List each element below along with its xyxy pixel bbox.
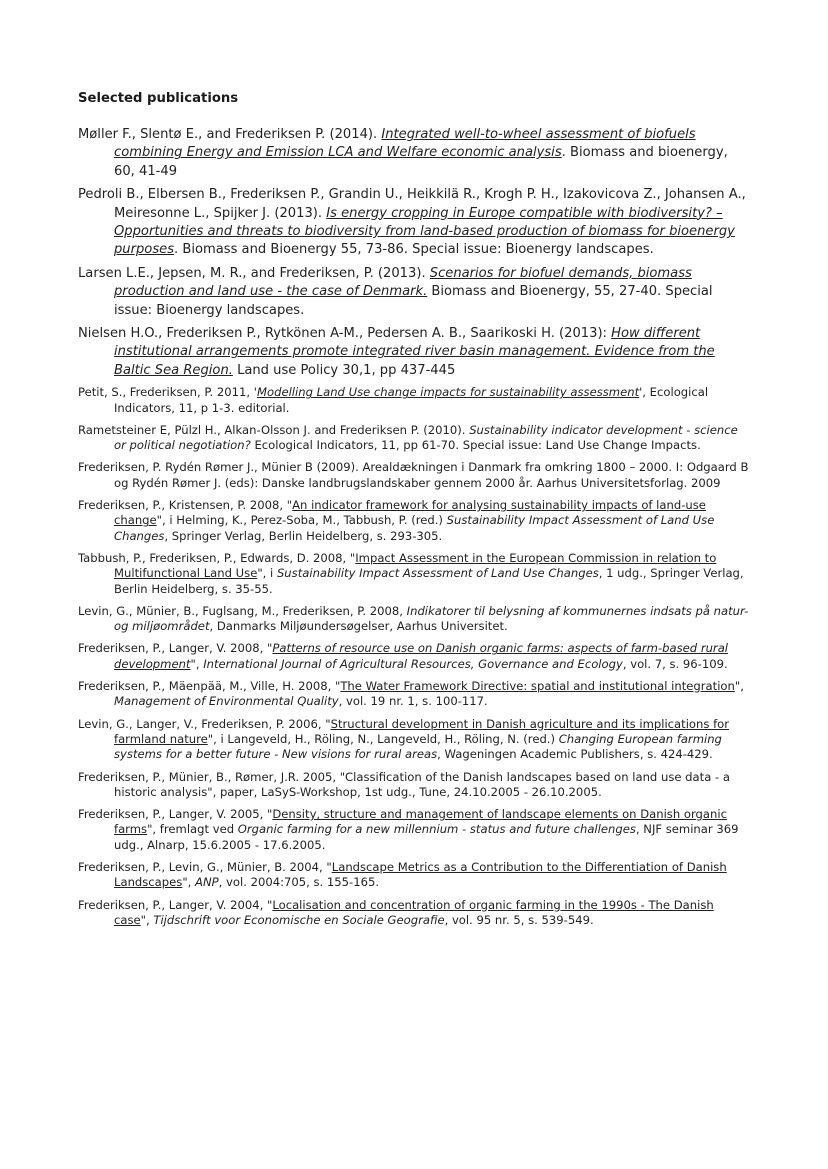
publication-text: Larsen L.E., Jepsen, M. R., and Frederiksen, P. (2013). [78,265,430,281]
publication-title-link[interactable]: Localisation and concentration of organic farming in the 1990s - The Danish case [114,897,714,927]
publication-text: , vol. 95 nr. 5, s. 539-549. [444,912,594,927]
publication-title-link[interactable]: Impact Assessment in the European Commission in relation to Multifunctional Land Use [114,550,717,581]
publication-italic-text: Sustainability indicator development - science or political negotiation? [114,422,738,453]
publication-text: Rametsteiner E, Pülzl H., Alkan-Olsson J. and Frederiksen P. (2010). [78,422,470,437]
publication-entry [78,807,750,853]
publication-entry [78,265,750,320]
publication-italic-text: International Journal of Agricultural Resources, Governance and Ecology [203,656,623,671]
publication-text: , Springer Verlag, Berlin Heidelberg, s. 293-305. [164,528,443,543]
publication-text: , vol. 7, s. 96-109. [622,656,728,671]
publication-text: Pedroli B., Elbersen B., Frederiksen P., Grandin U., Heikkilä R., Krogh P. H., Izakovicova Z., Johansen A., Meiresonne L., Spijker J. (2013). [78,187,746,221]
publication-text: . Biomass and Bioenergy 55, 73-86. Special issue: Bioenergy landscapes. [174,242,654,258]
publication-text: Levin, G., Münier, B., Fuglsang, M., Frederiksen, P. 2008, [78,603,407,618]
publication-text: ", fremlagt ved [147,822,238,837]
publication-text: , 1 udg., Springer Verlag, Berlin Heidelberg, s. 35-55. [114,566,744,596]
publication-entry [78,898,750,929]
publication-italic-text: Sustainability Impact Assessment of Land Use Changes [114,513,715,543]
publication-title-link[interactable]: An indicator framework for analysing sustainability impacts of land-use change [114,498,706,528]
publication-text: ", [140,912,154,927]
publication-italic-text: Organic farming for a new millennium - status and future challenges [237,822,636,837]
publication-text: Frederiksen, P., Mäenpää, M., Ville, H. 2008, " [78,679,341,694]
publication-title-link[interactable]: Density, structure and management of landscape elements on Danish organic farms [114,807,727,837]
publication-text: Frederiksen, P., Langer, V. 2008, " [78,641,273,656]
publication-title-link[interactable]: Scenarios for biofuel demands, biomass production and land use - the case of Denmark. [114,265,692,300]
publication-title-link[interactable]: Modelling Land Use change impacts for sustainability assessment [256,385,640,400]
publication-entry [78,498,750,544]
publication-entry [78,860,750,891]
publication-italic-text: Tijdschrift voor Economische en Sociale Geografie [153,912,445,927]
publication-title-link[interactable]: How different institutional arrangements promote integrated river basin management. Evidence from the Baltic Sea Region. [114,326,715,378]
publication-text: ", [190,656,204,671]
publication-entry [78,551,750,597]
publication-text: , Wageningen Academic Publishers, s. 424-429. [437,747,713,762]
publication-text: Frederiksen, P., Levin, G., Münier, B. 2004, " [78,860,332,874]
publication-title-link[interactable]: Structural development in Danish agriculture and its implications for farmland nature [114,716,730,746]
publication-italic-text: Sustainability Impact Assessment of Land Use Changes [276,566,599,581]
publication-italic-text: Management of Environmental Quality [114,694,339,709]
publication-entry [78,423,750,454]
publication-text: Biomass and Bioenergy, 55, 27-40. Special issue: Bioenergy landscapes. [114,284,713,318]
publication-italic-text: ANP [195,875,219,890]
publication-text: , Danmarks Miljøundersøgelser, Aarhus Universitet. [209,619,508,634]
publication-title-link[interactable]: Landscape Metrics as a Contribution to the Differentiation of Danish Landscapes [114,860,727,890]
publication-entry [78,325,750,380]
publication-text: ", i Helming, K., Perez-Soba, M., Tabbush, P. (red.) [156,513,447,528]
publication-entry [78,186,750,260]
publication-entry [78,385,750,416]
publication-text: Frederiksen, P., Langer, V. 2005, " [78,807,273,822]
publication-text: Tabbush, P., Frederiksen, P., Edwards, D. 2008, " [78,550,356,565]
publication-entry [78,770,750,801]
publication-text: Land use Policy 30,1, pp 437-445 [232,362,456,378]
publication-title-link[interactable]: Is energy cropping in Europe compatible with biodiversity? – Opportunities and threats to biodiversity from land-based production of biomass for bioenergy purposes [114,205,735,258]
publication-text: Frederiksen, P., Langer, V. 2004, " [78,897,273,912]
publication-text: ", i [257,566,277,581]
publication-list [78,126,750,935]
publication-text: Møller F., Slentø E., and Frederiksen P. (2014). [78,127,382,142]
publication-entry [78,717,750,763]
publication-italic-text: Indikatorer til belysning af kommunernes indsats på natur- og miljøområdet [114,603,749,634]
publication-text: Frederiksen, P. Rydén Rømer J., Münier B (2009). Arealdækningen i Danmark fra omkring 1800 – 2000. I: Odgaard B og Rydén Rømer J. (eds): Danske landbrugslandskaber gennem 2000 år. Aarhus Universitetsforlag. 2009 [78,460,749,490]
publication-entry [78,126,750,181]
publication-text: ', Ecological Indicators, 11, p 1-3. editorial. [114,385,709,415]
publication-text: Nielsen H.O., Frederiksen P., Rytkönen A-M., Pedersen A. B., Saarikoski H. (2013): [78,326,612,342]
publication-text: Frederiksen, P., Kristensen, P. 2008, " [78,498,293,513]
publication-entry [78,679,750,710]
publication-title-link[interactable]: Patterns of resource use on Danish organic farms: aspects of farm-based rural development [114,641,729,671]
publication-text: ", [182,875,196,890]
publication-text: Levin, G., Langer, V., Frederiksen, P. 2006, " [78,716,331,731]
publication-entry [78,460,750,491]
publication-title-link[interactable]: The Water Framework Directive: spatial and institutional integration [340,679,735,694]
publication-text: Petit, S., Frederiksen, P. 2011, ' [78,385,257,400]
publication-text: , vol. 2004:705, s. 155-165. [218,875,380,890]
section-heading: Selected publications [78,91,239,106]
publication-text: ", [734,679,744,694]
publication-text: , NJF seminar 369 udg., Alnarp, 15.6.2005 - 17.6.2005. [114,822,739,852]
publication-entry [78,641,750,672]
publication-text: . Biomass and bioenergy, 60, 41-49 [114,145,728,179]
publication-text: ", i Langeveld, H., Röling, N., Langeveld, H., Röling, N. (red.) [207,731,559,746]
publication-title-link[interactable]: Integrated well-to-wheel assessment of biofuels combining Energy and Emission LCA and Welfare economic analysis [114,127,696,161]
publication-text: Ecological Indicators, 11, pp 61-70. Special issue: Land Use Change Impacts. [250,438,701,453]
publication-text: , vol. 19 nr. 1, s. 100-117. [338,694,488,709]
publication-italic-text: Changing European farming systems for a better future - New visions for rural areas [114,731,722,762]
publication-text: Frederiksen, P., Münier, B., Rømer, J.R. 2005, "Classification of the Danish landscapes based on land use data - a historic analysis", paper, LaSyS-Workshop, 1st udg., Tune, 24.10.2005 - 26.10.2005. [78,769,730,799]
publication-entry [78,604,750,635]
